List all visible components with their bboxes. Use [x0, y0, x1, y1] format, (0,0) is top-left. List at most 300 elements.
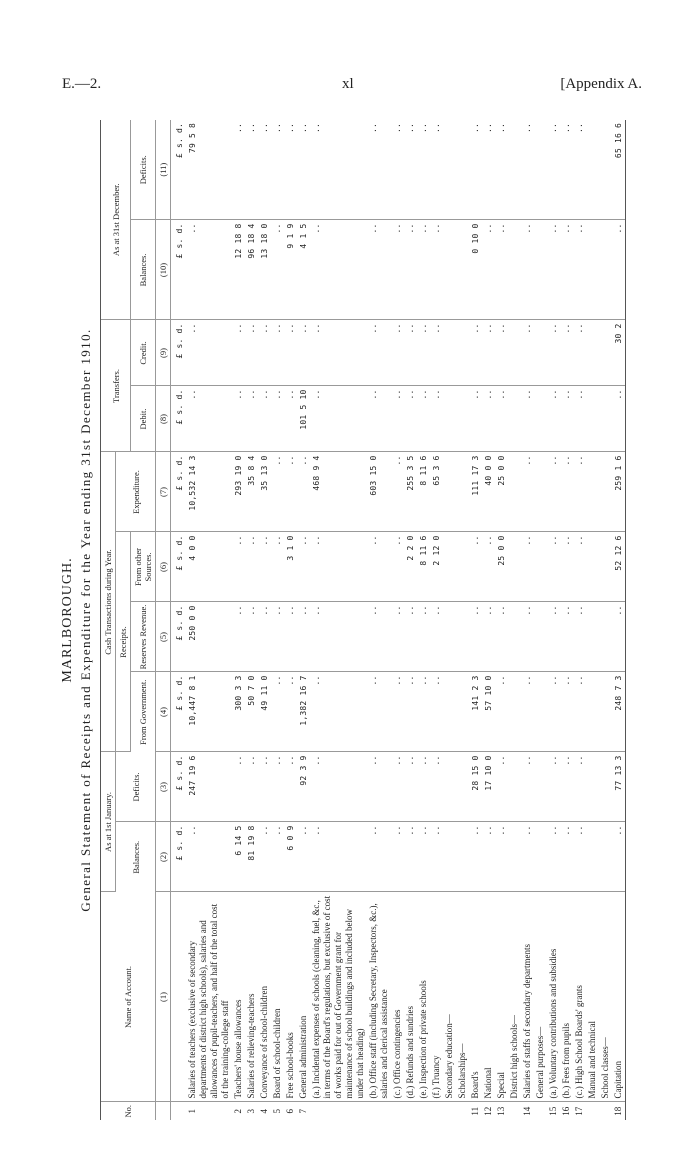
amount-cell: ..: [547, 120, 560, 220]
amount-cell: ..: [495, 320, 508, 386]
table-row: [258, 120, 271, 1120]
table-row: [245, 120, 258, 1120]
statement-body: [171, 120, 626, 1120]
amount-cell: [599, 120, 612, 220]
amount-cell: ..: [430, 220, 443, 320]
amount-cell: 2 2 0: [404, 532, 417, 602]
amount-cell: 12 18 8: [232, 220, 245, 320]
amount-cell: ..: [391, 386, 404, 452]
amount-cell: [586, 822, 599, 892]
account-name: School classes—: [599, 892, 612, 1102]
row-number: [417, 1102, 430, 1120]
amount-cell: ..: [547, 320, 560, 386]
table-row: [534, 120, 547, 1120]
amount-cell: ..: [430, 672, 443, 752]
row-number: 1: [187, 1109, 197, 1114]
account-name: (e.) Inspection of private schools: [417, 892, 430, 1102]
account-name: Board of school-children: [271, 892, 284, 1102]
amount-cell: ..: [573, 386, 586, 452]
row-number: 14: [522, 1106, 532, 1116]
statement-table: [100, 120, 626, 1120]
account-name: Free school-books: [284, 892, 297, 1102]
account-name: District high schools—: [508, 892, 521, 1102]
amount-cell: ..: [560, 752, 573, 822]
amount-cell: ..: [310, 532, 367, 602]
amount-cell: [443, 320, 456, 386]
statement-heading: General Statement of Receipts and Expenditure for the Year ending 31st December 1910.: [78, 328, 93, 912]
amount-cell: 4 1 5: [297, 220, 310, 320]
amount-cell: ..: [271, 120, 284, 220]
account-name: Special: [495, 892, 508, 1102]
unit-label: £ s. d.: [171, 320, 187, 386]
amount-cell: [586, 602, 599, 672]
amount-cell: ..: [469, 532, 482, 602]
amount-cell: 250 0 0: [186, 602, 232, 672]
amount-cell: [534, 220, 547, 320]
amount-cell: [599, 752, 612, 822]
header-credit: Credit.: [131, 320, 156, 386]
table-row: [271, 120, 284, 1120]
amount-cell: ..: [391, 672, 404, 752]
amount-cell: ..: [430, 602, 443, 672]
amount-cell: [443, 120, 456, 220]
amount-cell: 57 10 0: [482, 672, 495, 752]
board-name: MARLBOROUGH.: [60, 557, 75, 683]
amount-cell: [534, 120, 547, 220]
table-row: [430, 120, 443, 1120]
amount-cell: 141 2 3: [469, 672, 482, 752]
table-row: [482, 120, 495, 1120]
amount-cell: ..: [495, 386, 508, 452]
amount-cell: [443, 602, 456, 672]
amount-cell: ..: [271, 220, 284, 320]
amount-cell: ..: [258, 602, 271, 672]
amount-cell: [456, 120, 469, 220]
amount-cell: 96 18 4: [245, 220, 258, 320]
amount-cell: 6 14 5: [232, 822, 245, 892]
account-name: Salaries of teachers (exclusive of secondary departments of district high schools), salaries and allowances of pupil-teachers, and half of the total cost of the training-college staff: [186, 892, 232, 1102]
amount-cell: ..: [186, 320, 232, 386]
amount-cell: ..: [245, 752, 258, 822]
amount-cell: [534, 320, 547, 386]
amount-cell: 248 7 3: [612, 672, 626, 752]
amount-cell: ..: [284, 386, 297, 452]
statement-title: [60, 120, 94, 1120]
amount-cell: 101 5 10: [297, 386, 310, 452]
amount-cell: ..: [482, 532, 495, 602]
header-balances-dec: Balances.: [131, 220, 156, 320]
amount-cell: 52 12 6: [612, 532, 626, 602]
amount-cell: ..: [417, 320, 430, 386]
amount-cell: ..: [404, 220, 417, 320]
amount-cell: [534, 822, 547, 892]
amount-cell: ..: [297, 822, 310, 892]
amount-cell: ..: [284, 752, 297, 822]
table-row: [573, 120, 586, 1120]
amount-cell: ..: [367, 752, 391, 822]
header-debit: Debit.: [131, 386, 156, 452]
account-name: Salaries of staffs of secondary departments: [521, 892, 534, 1102]
unit-label: £ s. d.: [171, 452, 187, 532]
amount-cell: ..: [495, 220, 508, 320]
row-number: [367, 1102, 391, 1120]
account-name: (c.) Office contingencies: [391, 892, 404, 1102]
amount-cell: ..: [560, 386, 573, 452]
account-name: Salaries of relieving-teachers: [245, 892, 258, 1102]
amount-cell: 9 1 9: [284, 220, 297, 320]
col-num: (7): [156, 452, 171, 532]
amount-cell: ..: [232, 752, 245, 822]
amount-cell: 255 3 5: [404, 452, 417, 532]
col-num: (3): [156, 752, 171, 822]
amount-cell: ..: [367, 532, 391, 602]
amount-cell: ..: [271, 386, 284, 452]
amount-cell: [456, 220, 469, 320]
amount-cell: ..: [310, 602, 367, 672]
amount-cell: ..: [573, 752, 586, 822]
amount-cell: 81 19 8: [245, 822, 258, 892]
amount-cell: 300 3 3: [232, 672, 245, 752]
amount-cell: [508, 532, 521, 602]
table-row: [404, 120, 417, 1120]
amount-cell: [443, 220, 456, 320]
amount-cell: 25 0 0: [495, 452, 508, 532]
row-number: 16: [561, 1106, 571, 1116]
amount-cell: [586, 220, 599, 320]
amount-cell: ..: [232, 120, 245, 220]
account-name: Board's: [469, 892, 482, 1102]
amount-cell: ..: [186, 386, 232, 452]
amount-cell: ..: [560, 320, 573, 386]
amount-cell: ..: [521, 602, 534, 672]
header-column-numbers: [156, 120, 171, 1120]
row-number: 12: [483, 1106, 493, 1116]
amount-cell: ..: [482, 602, 495, 672]
row-number: 18: [612, 1102, 626, 1120]
amount-cell: ..: [560, 672, 573, 752]
row-number: [586, 1102, 599, 1120]
account-name: (a.) Incidental expenses of schools (cleaning, fuel, &c., in terms of the Board's regulations, but exclusive of cost of works paid for out of Government grant for maintenance of school buildings and included below under that heading): [310, 892, 367, 1102]
amount-cell: 6 0 9: [284, 822, 297, 892]
table-row: [391, 120, 404, 1120]
amount-cell: 65 3 6: [430, 452, 443, 532]
amount-cell: 111 17 3: [469, 452, 482, 532]
amount-cell: ..: [310, 386, 367, 452]
col-num: (8): [156, 386, 171, 452]
amount-cell: ..: [573, 452, 586, 532]
amount-cell: ..: [482, 120, 495, 220]
amount-cell: [534, 532, 547, 602]
amount-cell: [456, 452, 469, 532]
amount-cell: [586, 120, 599, 220]
amount-cell: ..: [297, 602, 310, 672]
amount-cell: 79 5 8: [186, 120, 232, 220]
amount-cell: ..: [417, 672, 430, 752]
unit-label: £ s. d.: [171, 220, 187, 320]
account-name: Secondary education—: [443, 892, 456, 1102]
amount-cell: [443, 532, 456, 602]
amount-cell: [508, 452, 521, 532]
amount-cell: [534, 752, 547, 822]
amount-cell: [508, 386, 521, 452]
amount-cell: ..: [547, 452, 560, 532]
account-name: National: [482, 892, 495, 1102]
amount-cell: ..: [367, 822, 391, 892]
row-number: 6: [285, 1109, 295, 1114]
amount-cell: ..: [391, 822, 404, 892]
amount-cell: ..: [612, 220, 626, 320]
amount-cell: ..: [573, 672, 586, 752]
amount-cell: ..: [560, 602, 573, 672]
amount-cell: [508, 220, 521, 320]
amount-cell: ..: [258, 386, 271, 452]
amount-cell: ..: [417, 220, 430, 320]
amount-cell: 65 16 6: [612, 120, 626, 220]
account-name: Capitation: [612, 892, 626, 1102]
row-number: [456, 1102, 469, 1120]
header-group-jan: As at 1st January.: [101, 752, 116, 892]
amount-cell: ..: [495, 120, 508, 220]
amount-cell: ..: [271, 532, 284, 602]
amount-cell: ..: [547, 220, 560, 320]
amount-cell: ..: [391, 752, 404, 822]
amount-cell: [456, 602, 469, 672]
amount-cell: ..: [560, 220, 573, 320]
amount-cell: ..: [417, 752, 430, 822]
table-row: [367, 120, 391, 1120]
amount-cell: [456, 752, 469, 822]
amount-cell: [508, 320, 521, 386]
amount-cell: [534, 452, 547, 532]
amount-cell: ..: [271, 320, 284, 386]
amount-cell: ..: [284, 452, 297, 532]
table-row: [297, 120, 310, 1120]
amount-cell: ..: [391, 220, 404, 320]
row-number: [391, 1102, 404, 1120]
amount-cell: ..: [612, 602, 626, 672]
amount-cell: ..: [367, 320, 391, 386]
row-number: 15: [548, 1106, 558, 1116]
header-deficits-dec: Deficits.: [131, 120, 156, 220]
amount-cell: ..: [495, 752, 508, 822]
amount-cell: ..: [367, 386, 391, 452]
amount-cell: ..: [232, 320, 245, 386]
amount-cell: ..: [573, 602, 586, 672]
table-row: [186, 120, 232, 1120]
row-number: [443, 1102, 456, 1120]
amount-cell: 0 10 0: [469, 220, 482, 320]
amount-cell: [508, 752, 521, 822]
amount-cell: ..: [404, 752, 417, 822]
amount-cell: [456, 320, 469, 386]
header-group-cash: Cash Transactions during Year.: [101, 452, 116, 752]
amount-cell: ..: [245, 320, 258, 386]
row-number: [404, 1102, 417, 1120]
amount-cell: ..: [417, 602, 430, 672]
amount-cell: ..: [367, 672, 391, 752]
amount-cell: [443, 822, 456, 892]
col-num: (9): [156, 320, 171, 386]
amount-cell: ..: [271, 822, 284, 892]
amount-cell: [443, 752, 456, 822]
amount-cell: ..: [560, 822, 573, 892]
amount-cell: [534, 602, 547, 672]
amount-cell: ..: [367, 220, 391, 320]
amount-cell: 77 13 3: [612, 752, 626, 822]
amount-cell: ..: [245, 602, 258, 672]
amount-cell: [508, 120, 521, 220]
page-header: [62, 76, 642, 98]
account-name: (b.) Office staff (including Secretary, Inspectors, &c.), salaries and clerical assistance: [367, 892, 391, 1102]
amount-cell: [586, 320, 599, 386]
amount-cell: ..: [186, 220, 232, 320]
amount-cell: ..: [573, 120, 586, 220]
amount-cell: 3 1 0: [284, 532, 297, 602]
amount-cell: [508, 602, 521, 672]
amount-cell: ..: [547, 532, 560, 602]
amount-cell: ..: [404, 602, 417, 672]
amount-cell: ..: [521, 120, 534, 220]
table-row: [586, 120, 599, 1120]
amount-cell: ..: [310, 320, 367, 386]
amount-cell: [586, 672, 599, 752]
col-num: (4): [156, 672, 171, 752]
unit-label: £ s. d.: [171, 752, 187, 822]
amount-cell: ..: [271, 452, 284, 532]
amount-cell: [456, 822, 469, 892]
unit-label: £ s. d.: [171, 602, 187, 672]
amount-cell: ..: [573, 320, 586, 386]
table-row: [612, 120, 626, 1120]
amount-cell: ..: [297, 120, 310, 220]
amount-cell: ..: [297, 452, 310, 532]
amount-cell: ..: [430, 822, 443, 892]
amount-cell: 2 12 0: [430, 532, 443, 602]
amount-cell: [586, 386, 599, 452]
amount-cell: [456, 672, 469, 752]
amount-cell: ..: [547, 602, 560, 672]
account-name: Teachers' house allowances: [232, 892, 245, 1102]
amount-cell: 40 0 0: [482, 452, 495, 532]
amount-cell: [599, 452, 612, 532]
header-deficits: Deficits.: [116, 752, 156, 822]
amount-cell: [456, 532, 469, 602]
amount-cell: [443, 452, 456, 532]
table-row: [232, 120, 245, 1120]
amount-cell: ..: [547, 752, 560, 822]
amount-cell: ..: [573, 220, 586, 320]
amount-cell: 8 11 6: [417, 532, 430, 602]
amount-cell: [534, 386, 547, 452]
amount-cell: 30 2: [612, 320, 626, 386]
col-num: (11): [156, 120, 171, 220]
amount-cell: ..: [430, 386, 443, 452]
amount-cell: 468 9 4: [310, 452, 367, 532]
amount-cell: [586, 452, 599, 532]
amount-cell: 4 0 0: [186, 532, 232, 602]
page-number: xl: [342, 76, 354, 92]
unit-label: £ s. d.: [171, 386, 187, 452]
amount-cell: ..: [404, 320, 417, 386]
amount-cell: ..: [297, 532, 310, 602]
amount-cell: ..: [573, 822, 586, 892]
row-number: [430, 1102, 443, 1120]
col-num: (1): [156, 892, 171, 1102]
amount-cell: ..: [612, 822, 626, 892]
table-row: [469, 120, 482, 1120]
row-number: 3: [246, 1109, 256, 1114]
amount-cell: 92 3 9: [297, 752, 310, 822]
amount-cell: ..: [482, 386, 495, 452]
row-number: 5: [272, 1109, 282, 1114]
header-group-dec: As at 31st December.: [101, 120, 131, 320]
amount-cell: ..: [271, 602, 284, 672]
header-other-sources: From other Sources.: [131, 532, 156, 602]
header-balances: Balances.: [116, 822, 156, 892]
amount-cell: ..: [417, 120, 430, 220]
amount-cell: ..: [367, 602, 391, 672]
amount-cell: [586, 532, 599, 602]
header-reserves-revenue: Reserves Revenue.: [131, 602, 156, 672]
amount-cell: ..: [391, 532, 404, 602]
header-expenditure: Expenditure.: [116, 452, 156, 532]
amount-cell: ..: [469, 320, 482, 386]
table-row: [284, 120, 297, 1120]
amount-cell: 8 11 6: [417, 452, 430, 532]
amount-cell: 17 10 0: [482, 752, 495, 822]
amount-cell: ..: [284, 120, 297, 220]
col-num: (10): [156, 220, 171, 320]
page-header-appendix: [Appendix A.: [560, 76, 642, 92]
amount-cell: 259 1 6: [612, 452, 626, 532]
amount-cell: ..: [404, 672, 417, 752]
amount-cell: ..: [430, 120, 443, 220]
header-from-government: From Government.: [131, 672, 156, 752]
amount-cell: ..: [417, 822, 430, 892]
amount-cell: ..: [521, 452, 534, 532]
row-number: 7: [298, 1109, 308, 1114]
row-number: 2: [233, 1109, 243, 1114]
row-number: [534, 1102, 547, 1120]
unit-label: £ s. d.: [171, 532, 187, 602]
rotated-statement: [60, 120, 630, 1120]
col-num: (5): [156, 602, 171, 672]
table-row: [521, 120, 534, 1120]
units-row: [171, 120, 187, 1120]
amount-cell: [443, 386, 456, 452]
amount-cell: ..: [310, 220, 367, 320]
amount-cell: ..: [495, 672, 508, 752]
amount-cell: ..: [232, 532, 245, 602]
amount-cell: ..: [469, 120, 482, 220]
amount-cell: ..: [521, 752, 534, 822]
row-number: [508, 1102, 521, 1120]
amount-cell: [508, 822, 521, 892]
amount-cell: ..: [482, 320, 495, 386]
amount-cell: ..: [245, 120, 258, 220]
amount-cell: ..: [404, 386, 417, 452]
amount-cell: ..: [245, 386, 258, 452]
table-row: [508, 120, 521, 1120]
amount-cell: 28 15 0: [469, 752, 482, 822]
amount-cell: [586, 752, 599, 822]
amount-cell: ..: [258, 532, 271, 602]
unit-label: £ s. d.: [171, 120, 187, 220]
amount-cell: [599, 532, 612, 602]
amount-cell: ..: [547, 386, 560, 452]
amount-cell: [599, 822, 612, 892]
amount-cell: 10,447 8 1: [186, 672, 232, 752]
